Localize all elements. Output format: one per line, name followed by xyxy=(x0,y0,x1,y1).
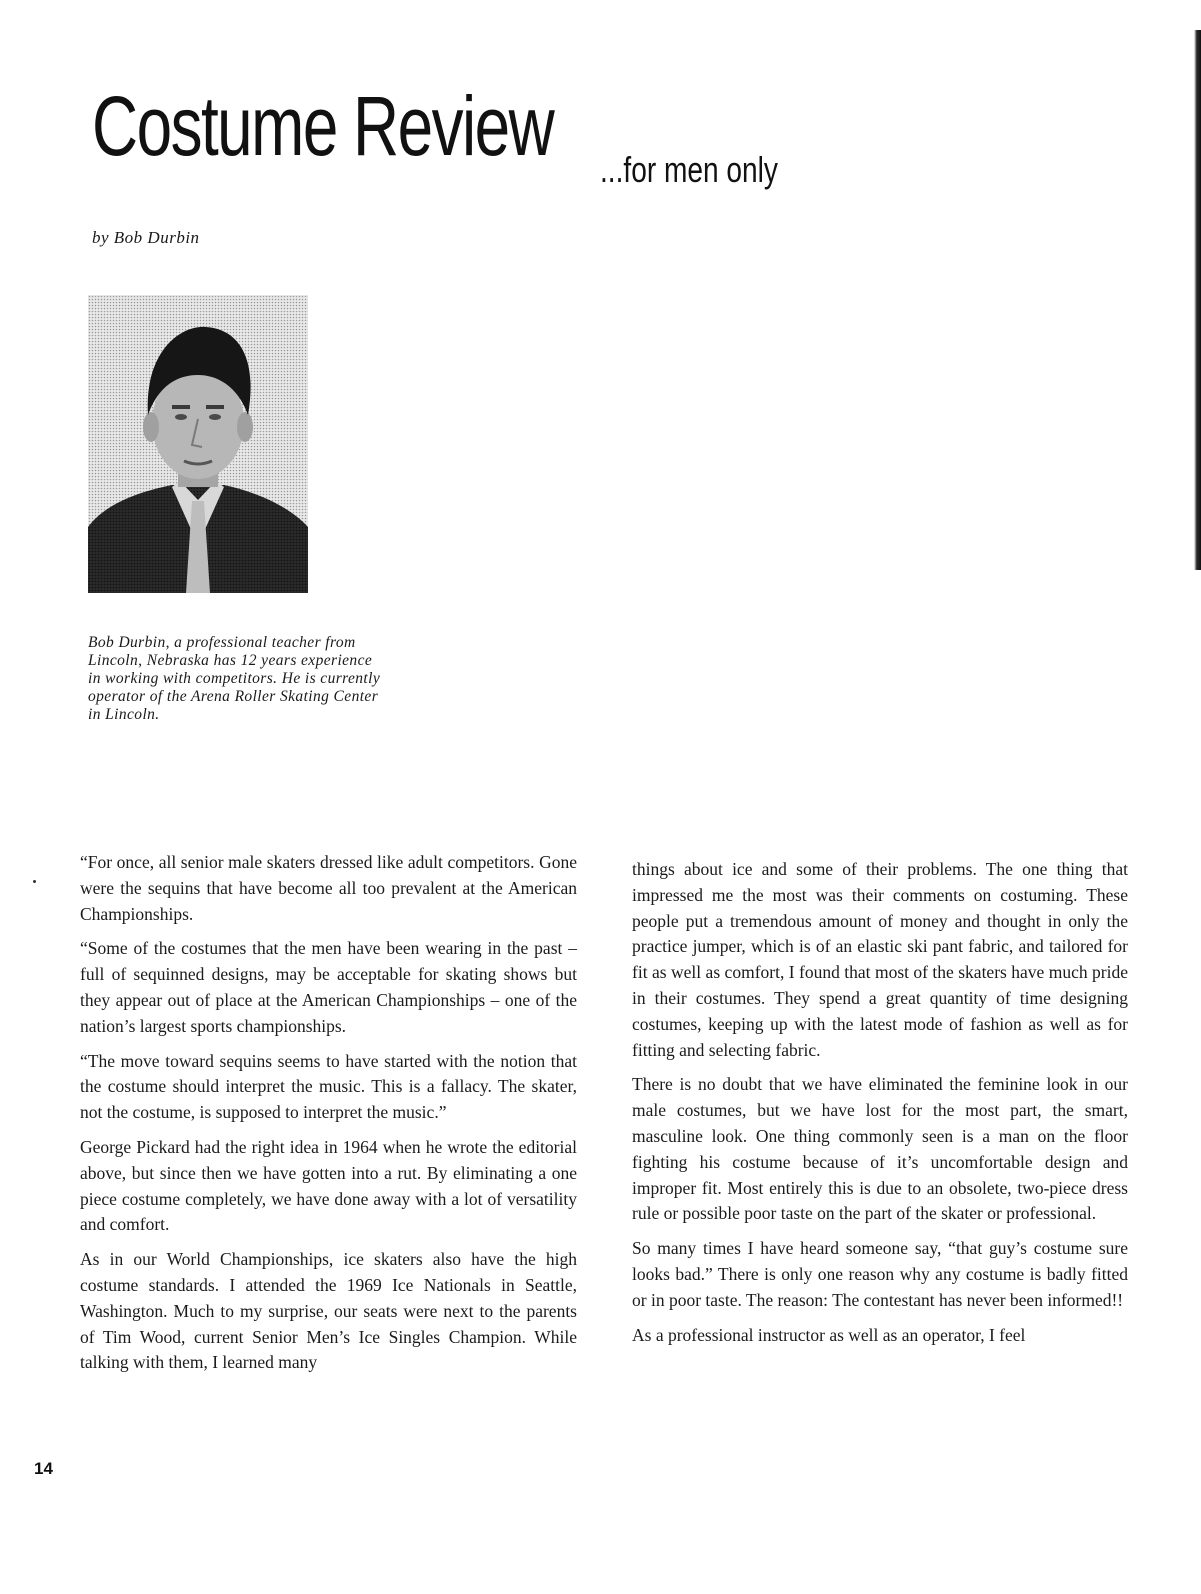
article-subtitle: ...for men only xyxy=(600,149,778,190)
photo-caption xyxy=(88,634,488,724)
caption-line: Lincoln, Nebraska has 12 years experience xyxy=(88,652,373,669)
paragraph: George Pickard had the right idea in 1964 when he wrote the editorial above, but since then we have gotten into a rut. By eliminating a one piece costume completely, we have done away with a lot of versatility and comfort. xyxy=(80,1136,577,1235)
paragraph: “Some of the costumes that the men have been wearing in the past – full of sequinned designs, may be acceptable for skating shows but they appear out of place at the American Championships – one of the nation’s largest sports championships. xyxy=(80,938,577,1036)
byline: by Bob Durbin xyxy=(92,228,200,247)
caption-line: in Lincoln. xyxy=(88,706,160,723)
caption-line: Bob Durbin, a professional teacher from xyxy=(88,634,356,651)
paragraph: As a professional instructor as well as an operator, I feel xyxy=(632,1324,1026,1345)
page-edge-shadow xyxy=(1194,30,1201,570)
article-title: Costume Review xyxy=(92,79,554,173)
caption-line: in working with competitors. He is currently xyxy=(88,670,381,687)
paragraph: As in our World Championships, ice skaters also have the high costume standards. I attended the 1969 Ice Nationals in Seattle, Washington. Much to my surprise, our seats were next to the parents of Tim Wood, current Senior Men’s Ice Singles Champion. While talking with them, I learned many xyxy=(80,1249,577,1373)
paragraph: There is no doubt that we have eliminated the feminine look in our male costumes, but we have lost for the most part, the smart, masculine look. One thing commonly seen is a man on the floor fighting his costume because of it’s uncomfortable design and improper fit. Most entirely this is due to an obsolete, two-piece dress rule or possible poor taste on the part of the skater or professional. xyxy=(632,1074,1128,1224)
right-text-column xyxy=(632,857,1128,1357)
paragraph: “The move toward sequins seems to have started with the notion that the costume should interpret the music. This is a fallacy. The skater, not the costume, is supposed to interpret the music.” xyxy=(80,1050,577,1123)
paragraph: things about ice and some of their problems. The one thing that impressed me the most was their comments on costuming. These people put a tremendous amount of money and thought in only the practice jumper, which is of an elastic ski pant fabric, and tailored for fit as well as comfort, I found that most of the skaters have much pride in their costumes. They spend a great quantity of time designing costumes, keeping up with the latest mode of fashion as well as for fitting and selecting fabric. xyxy=(632,859,1128,1060)
page-number: 14 xyxy=(34,1459,53,1478)
caption-line: operator of the Arena Roller Skating Center xyxy=(88,688,379,705)
paragraph: “For once, all senior male skaters dressed like adult competitors. Gone were the sequins that have become all too prevalent at the American Championships. xyxy=(80,852,577,924)
stray-mark xyxy=(33,880,36,883)
author-portrait-photo xyxy=(88,295,308,593)
left-text-column xyxy=(80,850,577,1385)
paragraph: So many times I have heard someone say, “that guy’s costume sure looks bad.” There is only one reason why any costume is badly fitted or in poor taste. The reason: The contestant has never been informed!! xyxy=(632,1238,1128,1310)
